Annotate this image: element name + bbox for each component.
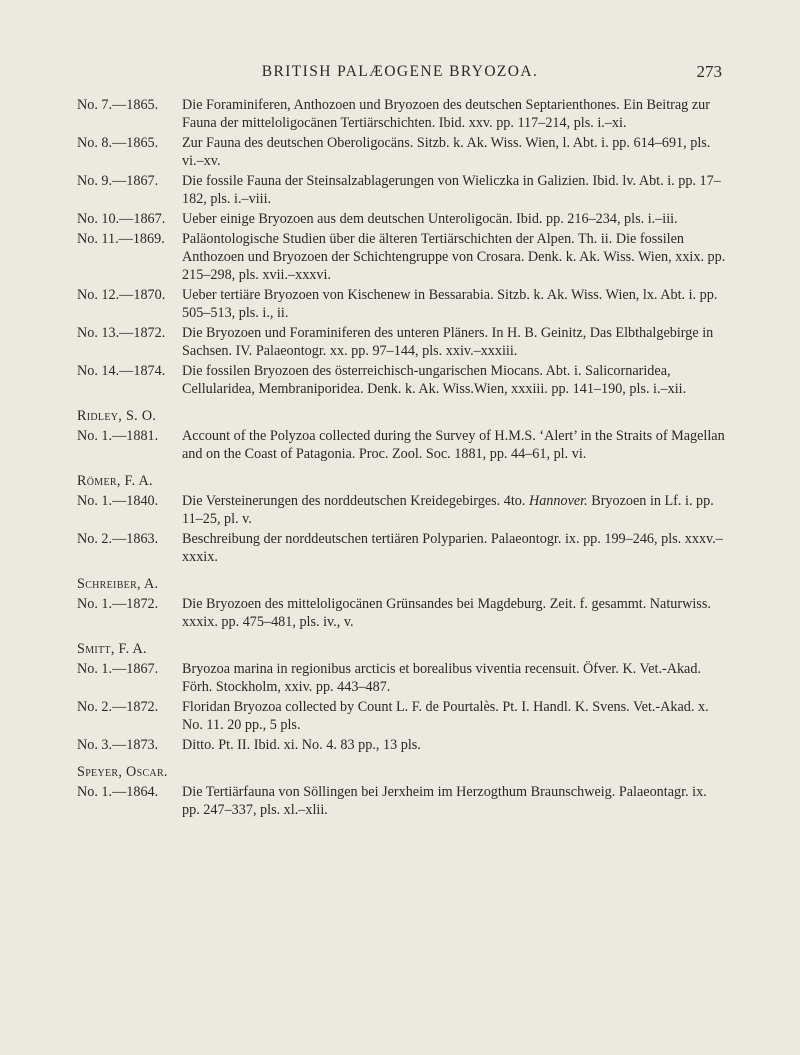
entry-text: Ueber einige Bryozoen aus dem deutschen Unteroligocän. Ibid. pp. 216–234, pls. i.–iii. (182, 211, 678, 227)
entry-label: No. 7.—1865. (77, 97, 159, 113)
author-heading: Ridley, S. O. (77, 408, 157, 424)
entry-text: Die fossile Fauna der Steinsalzablagerungen von Wieliczka in Galizien. Ibid. lv. Abt. i. pp. 17–182, pls. i.–viii. (182, 173, 721, 207)
entry-text: Beschreibung der norddeutschen tertiären Polyparien. Palaeontogr. ix. pp. 199–246, pls. xxxv.–xxxix. (182, 531, 723, 565)
running-title: BRITISH PALÆOGENE BRYOZOA. (261, 63, 539, 80)
bibliography-entry (77, 96, 727, 132)
entry-label: No. 2.—1863. (77, 531, 159, 547)
entry-label: No. 1.—1864. (77, 784, 159, 800)
entry-label: No. 1.—1881. (77, 428, 159, 444)
entry-text: Zur Fauna des deutschen Oberoligocäns. Sitzb. k. Ak. Wiss. Wien, l. Abt. i. pp. 614–691, pls. vi.–xv. (182, 135, 711, 169)
bibliography (77, 96, 727, 821)
entry-text: Bryozoa marina in regionibus arcticis et borealibus viventia recensuit. Öfver. K. Vet.-Akad. Förh. Stockholm, xxiv. pp. 443–487. (182, 661, 701, 695)
page-header (0, 63, 800, 87)
bibliography-entry (77, 324, 727, 360)
entry-text: Floridan Bryozoa collected by Count L. F. de Pourtalès. Pt. I. Handl. K. Svens. Vet.-Akad. x. No. 11. 20 pp., 5 pls. (182, 699, 709, 733)
bibliography-entry (77, 736, 727, 754)
entry-text: Die fossilen Bryozoen des österreichisch-ungarischen Miocans. Abt. i. Salicornaridea, Cellularidea, Membraniporidea. Denk. k. Ak. Wiss.Wien, xxxiii. pp. 141–190, pls. i.–xii. (182, 363, 687, 397)
entry-text: Die Foraminiferen, Anthozoen und Bryozoen des deutschen Septarienthones. Ein Beitrag zur Fauna der mitteloligocänen Tertiärschichten. Ibid. xxv. pp. 117–214, pls. i.–xi. (182, 97, 710, 131)
entry-text: Die Bryozoen des mitteloligocänen Grünsandes bei Magdeburg. Zeit. f. gesammt. Naturwiss. xxxix. pp. 475–481, pls. iv., v. (182, 596, 711, 630)
entry-label: No. 3.—1873. (77, 737, 159, 753)
entry-label: No. 1.—1872. (77, 596, 159, 612)
entry-text-start: Die Versteinerungen des norddeutschen Kreidegebirges. 4to. (182, 493, 526, 509)
bibliography-entry (77, 362, 727, 398)
author-heading: Smitt, F. A. (77, 641, 147, 657)
entry-text (182, 493, 714, 527)
entry-label: No. 8.—1865. (77, 135, 159, 151)
page-number: 273 (696, 62, 722, 81)
entry-label: No. 14.—1874. (77, 363, 166, 379)
entry-text: Ditto. Pt. II. Ibid. xi. No. 4. 83 pp., 13 pls. (182, 737, 421, 753)
bibliography-entry (77, 492, 727, 528)
author-heading: Römer, F. A. (77, 473, 153, 489)
entry-place-italic: Hannover. (528, 493, 588, 509)
bibliography-entry (77, 427, 727, 463)
author-heading: Schreiber, A. (77, 576, 159, 592)
entry-text-end: Bryozoen in Lf. i. pp. 11–25, pl. v. (182, 493, 714, 527)
bibliography-entry (77, 698, 727, 734)
entry-text: Die Bryozoen und Foraminiferen des unteren Pläners. In H. B. Geinitz, Das Elbthalgebirge in Sachsen. IV. Palaeontogr. xx. pp. 97–144, pls. xxiv.–xxxiii. (182, 325, 714, 359)
entry-label: No. 12.—1870. (77, 287, 166, 303)
entry-text: Account of the Polyzoa collected during the Survey of H.M.S. ‘Alert’ in the Straits of Magellan and on the Coast of Patagonia. Proc. Zool. Soc. 1881, pp. 44–61, pl. vi. (182, 428, 725, 462)
entry-text: Ueber tertiäre Bryozoen von Kischenew in Bessarabia. Sitzb. k. Ak. Wiss. Wien, lx. Abt. i. pp. 505–513, pls. i., ii. (182, 287, 718, 321)
entry-label: No. 1.—1867. (77, 661, 159, 677)
entry-text: Paläontologische Studien über die älteren Tertiärschichten der Alpen. Th. ii. Die fossilen Anthozoen und Bryozoen der Schichtengruppe von Crosara. Denk. k. Ak. Wiss. Wien, xxix. pp. 215–298, pls. xvii.–xxxvi. (182, 231, 726, 283)
bibliography-entry (77, 172, 727, 208)
bibliography-entry (77, 530, 727, 566)
entry-label: No. 9.—1867. (77, 173, 159, 189)
author-heading: Speyer, Oscar. (77, 764, 168, 780)
entry-text: Die Tertiärfauna von Söllingen bei Jerxheim im Herzogthum Braunschweig. Palaeontagr. ix. pp. 247–337, pls. xl.–xlii. (182, 784, 707, 818)
bibliography-entry (77, 134, 727, 170)
bibliography-entry (77, 286, 727, 322)
entry-label: No. 10.—1867. (77, 211, 166, 227)
entry-label: No. 13.—1872. (77, 325, 166, 341)
bibliography-entry (77, 595, 727, 631)
bibliography-entry (77, 230, 727, 284)
bibliography-entry (77, 783, 727, 819)
entry-label: No. 2.—1872. (77, 699, 159, 715)
bibliography-entry (77, 210, 727, 228)
bibliography-entry (77, 660, 727, 696)
entry-label: No. 11.—1869. (77, 231, 165, 247)
entry-label: No. 1.—1840. (77, 493, 159, 509)
